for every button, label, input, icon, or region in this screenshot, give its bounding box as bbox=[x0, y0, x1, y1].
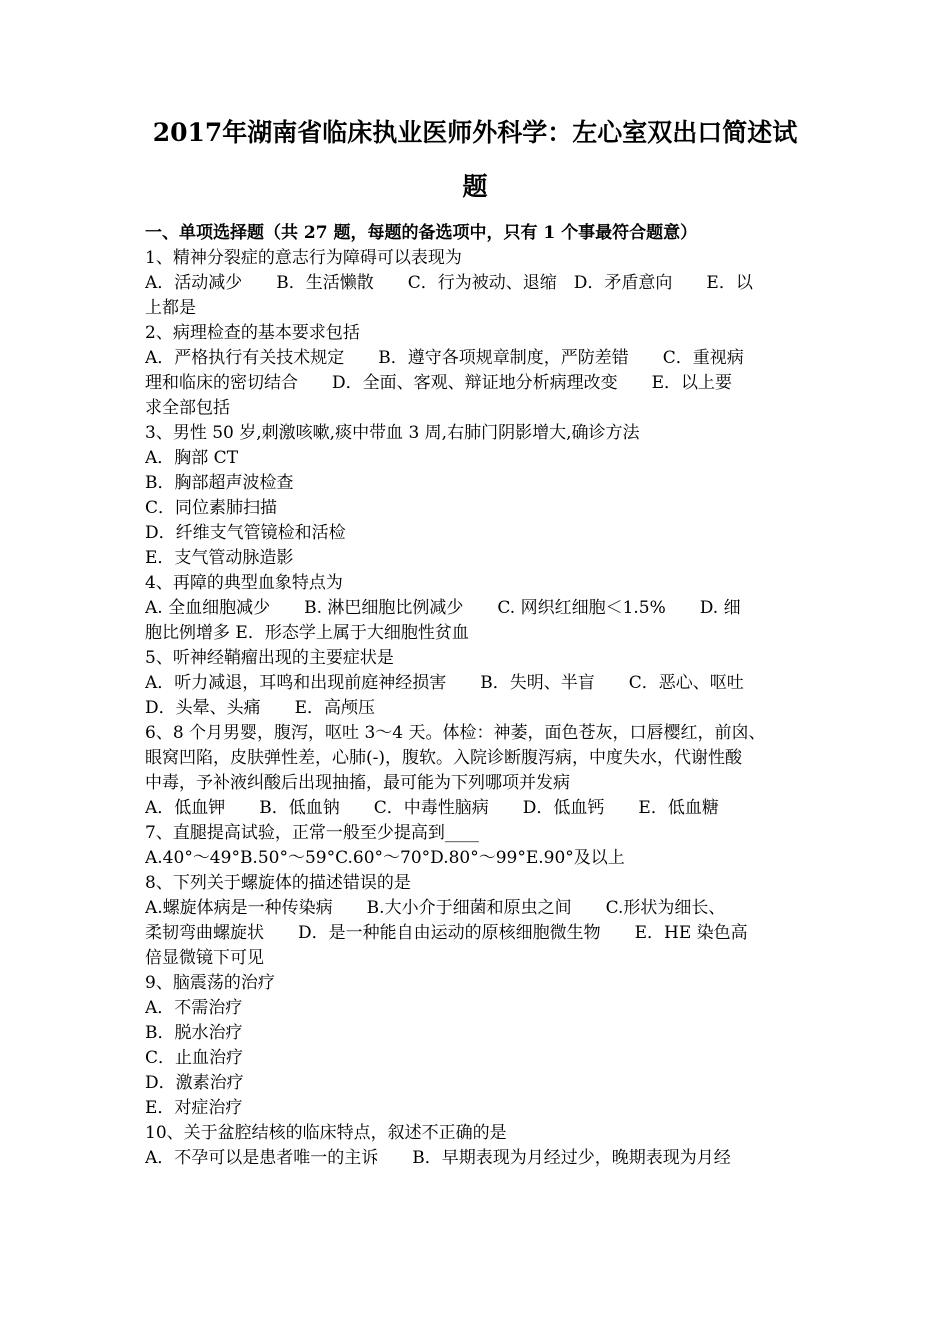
text-line: 柔韧弯曲螺旋状 D．是一种能自由运动的原核细胞微生物 E．HE 染色高 bbox=[145, 923, 748, 943]
text-line: E．支气管动脉造影 bbox=[145, 548, 294, 568]
text-line: A.40°～49°B.50°～59°C.60°～70°D.80°～99°E.90°及以上 bbox=[145, 848, 625, 868]
text-line: 理和临床的密切结合 D．全面、客观、辩证地分析病理改变 E．以上要 bbox=[145, 373, 733, 393]
text-line: A．严格执行有关技术规定 B．遵守各项规章制度，严防差错 C．重视病 bbox=[145, 348, 744, 368]
text-line: A．不需治疗 bbox=[145, 998, 243, 1018]
text-line: 眼窝凹陷，皮肤弹性差，心肺(-)，腹软。入院诊断腹泻病，中度失水，代谢性酸 bbox=[145, 748, 743, 768]
text-line: 6、8 个月男婴，腹泻，呕吐 3～4 天。体检：神萎，面色苍灰，口唇樱红，前囟、 bbox=[145, 723, 766, 743]
text-line: 10、关于盆腔结核的临床特点，叙述不正确的是 bbox=[145, 1123, 507, 1143]
text-line: 1、精神分裂症的意志行为障碍可以表现为 bbox=[145, 248, 462, 268]
text-line: 3、男性 50 岁,刺激咳嗽,痰中带血 3 周,右肺门阴影增大,确诊方法 bbox=[145, 423, 640, 443]
text-line: C．止血治疗 bbox=[145, 1048, 244, 1068]
text-line: A．低血钾 B．低血钠 C．中毒性脑病 D．低血钙 E．低血糖 bbox=[145, 798, 719, 818]
text-line: B．胸部超声波检查 bbox=[145, 473, 294, 493]
text-line: A．活动减少 B．生活懒散 C．行为被动、退缩 D．矛盾意向 E．以 bbox=[145, 273, 753, 293]
text-line: D．头晕、头痛 E．高颅压 bbox=[145, 698, 376, 718]
text-line: A. 全血细胞减少 B. 淋巴细胞比例减少 C. 网织红细胞＜1.5% D. 细 bbox=[145, 598, 741, 618]
text-line: 胞比例增多 E．形态学上属于大细胞性贫血 bbox=[145, 623, 469, 643]
text-line: E．对症治疗 bbox=[145, 1098, 243, 1118]
text-line: A.螺旋体病是一种传染病 B.大小介于细菌和原虫之间 C.形状为细长、 bbox=[145, 898, 726, 918]
text-line: 4、再障的典型血象特点为 bbox=[145, 573, 343, 593]
document-body bbox=[145, 221, 817, 1171]
text-line: A．听力减退，耳鸣和出现前庭神经损害 B．失明、半盲 C．恶心、呕吐 bbox=[145, 673, 744, 693]
text-line: D．激素治疗 bbox=[145, 1073, 244, 1093]
text-line: 求全部包括 bbox=[145, 398, 230, 418]
text-line: C．同位素肺扫描 bbox=[145, 498, 278, 518]
section-heading: 一、单项选择题（共 27 题，每题的备选项中，只有 1 个事最符合题意） bbox=[145, 223, 698, 243]
text-line: 9、脑震荡的治疗 bbox=[145, 973, 275, 993]
text-line: 倍显微镜下可见 bbox=[145, 948, 264, 968]
text-line: B．脱水治疗 bbox=[145, 1023, 243, 1043]
text-line: A．胸部 CT bbox=[145, 448, 239, 468]
text-line: 5、听神经鞘瘤出现的主要症状是 bbox=[145, 648, 394, 668]
document-title-line-2: 题 bbox=[462, 172, 488, 201]
question-lines bbox=[145, 246, 817, 1171]
document-title-line-1: 2017年湖南省临床执业医师外科学：左心室双出口简述试 bbox=[152, 118, 798, 147]
text-line: 2、病理检查的基本要求包括 bbox=[145, 323, 360, 343]
text-line: 8、下列关于螺旋体的描述错误的是 bbox=[145, 873, 411, 893]
text-line: D．纤维支气管镜检和活检 bbox=[145, 523, 346, 543]
text-line: 7、直腿提高试验，正常一般至少提高到____ bbox=[145, 823, 479, 843]
text-line: A．不孕可以是患者唯一的主诉 B．早期表现为月经过少，晚期表现为月经 bbox=[145, 1148, 731, 1168]
text-line: 上都是 bbox=[145, 298, 196, 318]
text-line: 中毒，予补液纠酸后出现抽搐，最可能为下列哪项并发病 bbox=[145, 773, 570, 793]
